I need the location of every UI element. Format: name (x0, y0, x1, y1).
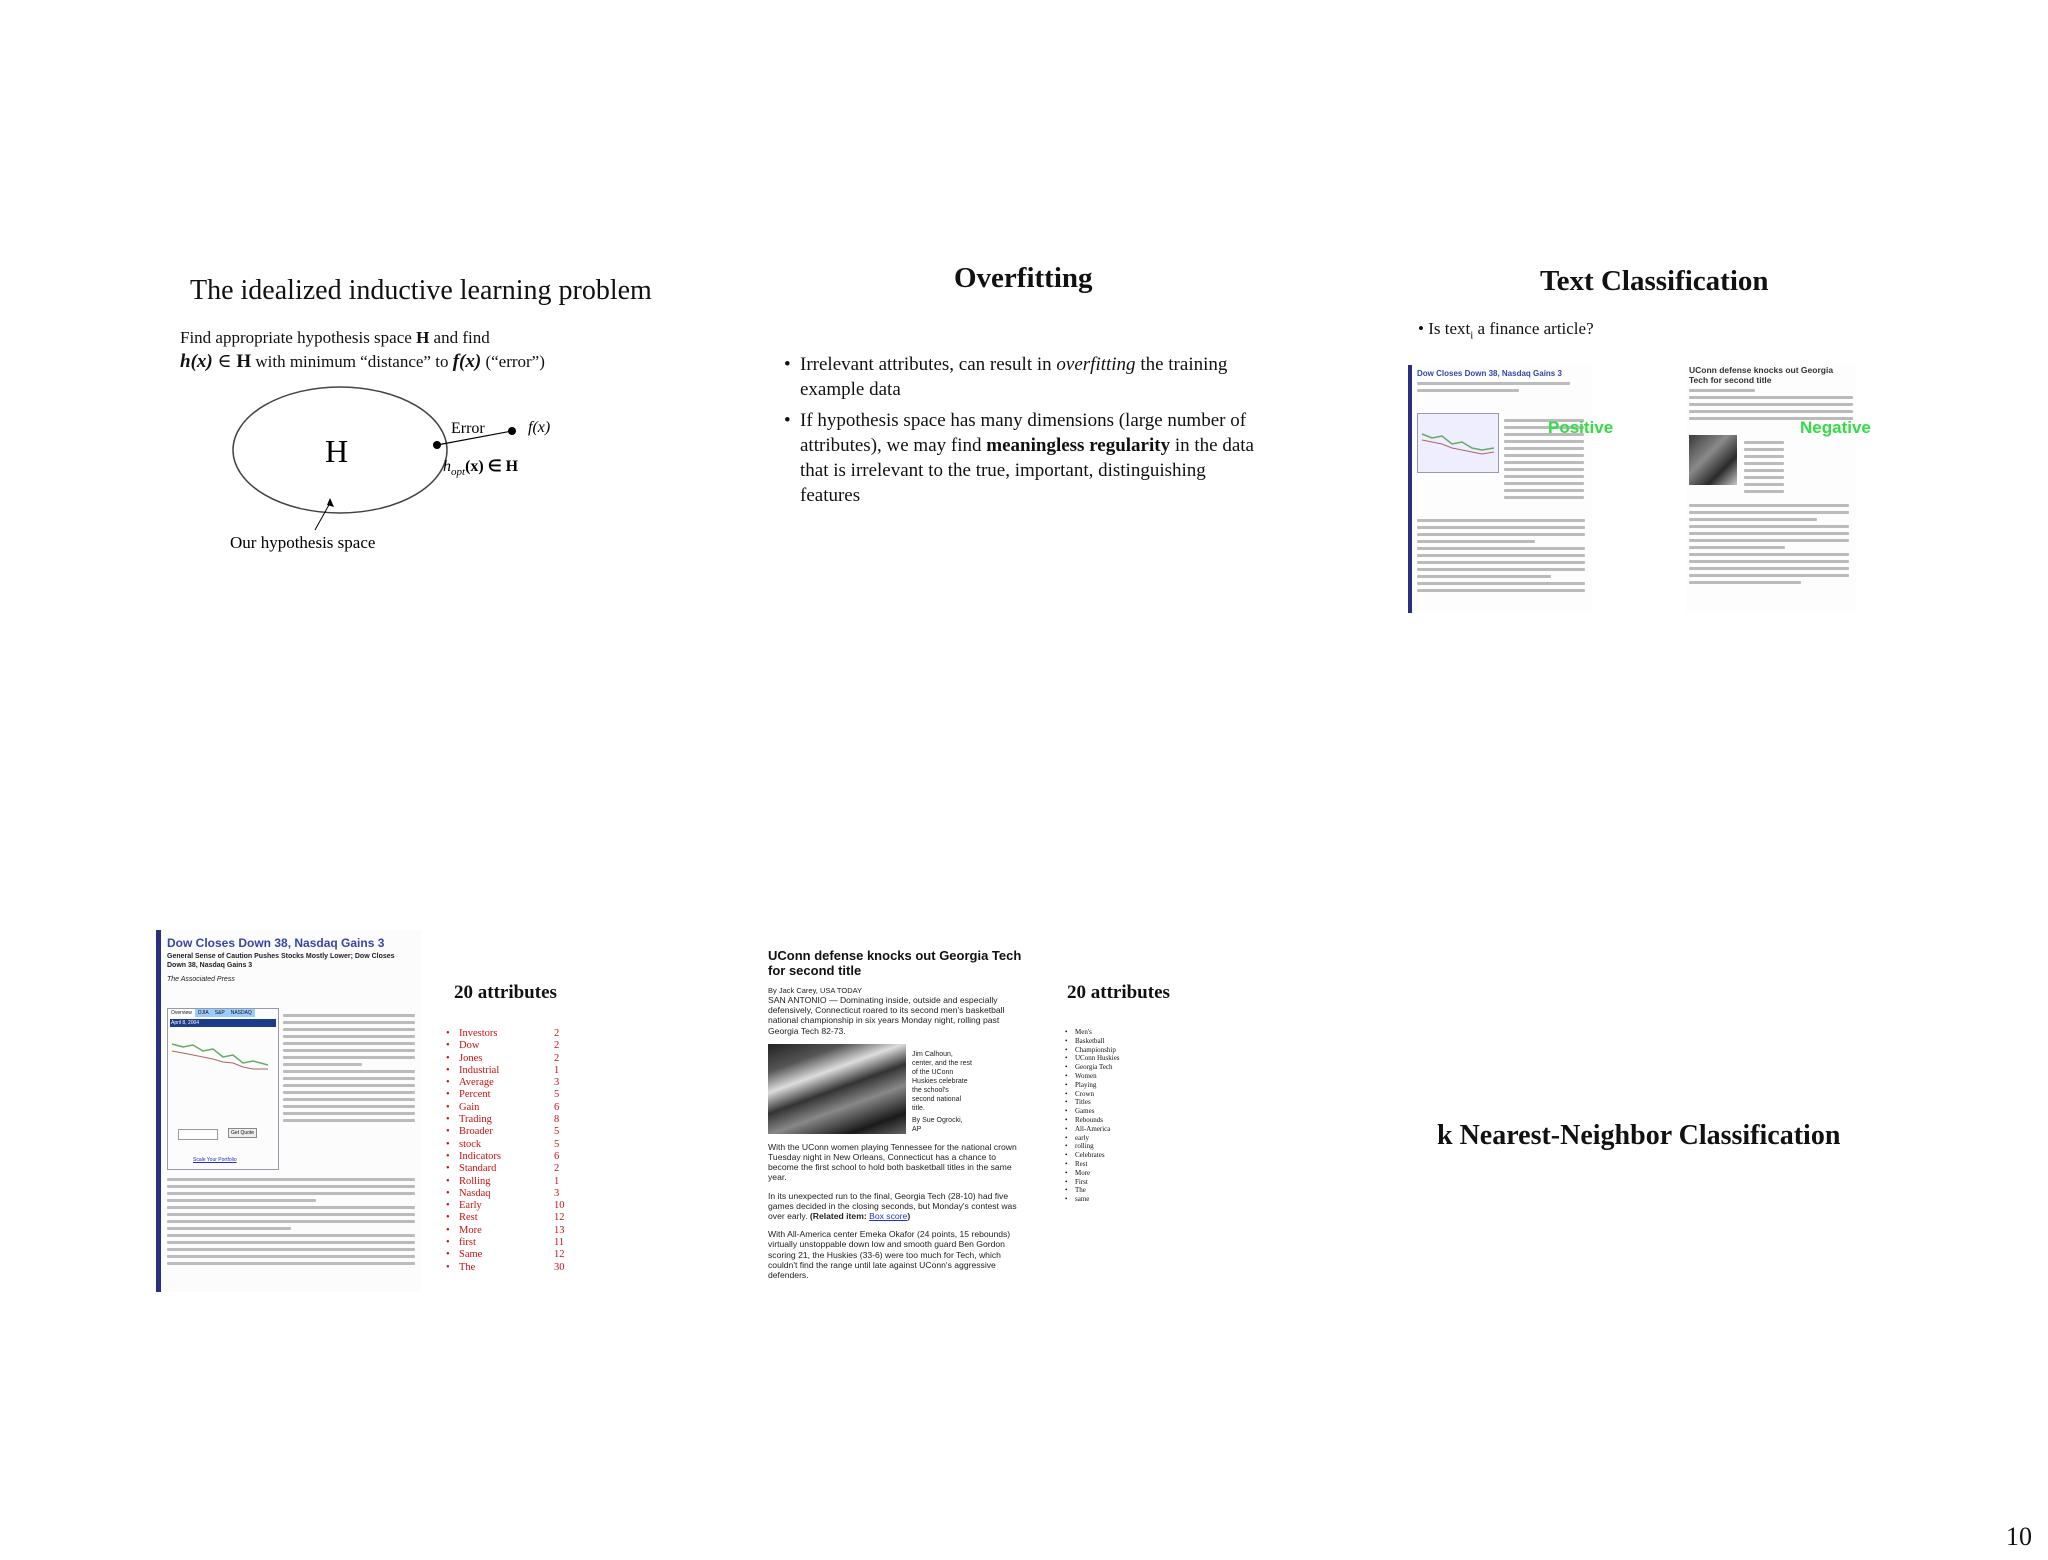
attribute-count: 5 (554, 1126, 560, 1138)
space-arrow-line (315, 503, 330, 530)
sports-attribute-item: • early (1065, 1133, 1089, 1142)
attribute-word: Basketball (1075, 1036, 1105, 1045)
sports-attribute-item: • rolling (1065, 1142, 1094, 1151)
attribute-word: The (459, 1261, 476, 1273)
sports-attribute-item: • First (1065, 1177, 1088, 1186)
f-close: ) (474, 351, 482, 372)
sports-attribute-item: • Basketball (1065, 1036, 1105, 1045)
finance-article (156, 930, 421, 1292)
finance-attribute-item: • Dow 2 (446, 1040, 560, 1052)
sports-para-4: With All-America center Emeka Okafor (24 points, 15 rebounds) virtually unstoppable down low and smooth guard Ben Gordon scoring 21, the Huskies (33-6) were too much for Tech, which couldn't find the range until late against UConn's aggressive defenders. (768, 1229, 1011, 1281)
negative-label: Negative (1800, 418, 1871, 437)
attribute-count: 3 (554, 1187, 560, 1199)
sports-attribute-item: • Rebounds (1065, 1115, 1103, 1124)
overfitting-bullet-1: • Irrelevant attributes, can result in overfitting the training example data (784, 354, 1228, 400)
attribute-word: Broader (459, 1126, 493, 1138)
sports-article (768, 948, 1023, 1280)
in-symbol: ∈ (212, 351, 237, 372)
finance-attribute-item: • Early 10 (446, 1200, 565, 1212)
attribute-word: early (1075, 1133, 1089, 1142)
get-quote-button[interactable]: Get Quote (228, 1128, 257, 1138)
attribute-count: 2 (554, 1052, 560, 1064)
attribute-word: Georgia Tech (1075, 1063, 1113, 1072)
line2-H: H (236, 351, 252, 372)
line2-end: (“error”) (481, 352, 545, 371)
attribute-word: Titles (1075, 1098, 1091, 1107)
sports-attribute-item: • More (1065, 1168, 1091, 1177)
finance-attribute-item: • Average 3 (446, 1077, 560, 1089)
h-x: x (196, 351, 207, 372)
finance-attribute-item: • Rest 12 (446, 1212, 565, 1224)
h-close: ) (206, 351, 213, 372)
attribute-word: Celebrates (1075, 1151, 1105, 1160)
finance-attribute-item: • More 13 (446, 1224, 565, 1236)
finance-mini-chart (168, 1029, 276, 1089)
finance-attribute-item: • Industrial 1 (446, 1064, 560, 1076)
hypothesis-space-label: Our hypothesis space (230, 533, 376, 552)
fx-label: f(x) (528, 419, 551, 436)
attribute-count: 6 (554, 1101, 560, 1113)
attribute-word: Rolling (459, 1175, 491, 1187)
sports-attribute-item: • UConn Huskies (1065, 1054, 1120, 1063)
finance-attribute-item: • The 30 (446, 1261, 565, 1273)
sports-attribute-item: • Celebrates (1065, 1151, 1105, 1160)
sports-attribute-item: • Titles (1065, 1098, 1091, 1107)
attribute-word: Standard (459, 1163, 497, 1175)
attribute-count: 11 (554, 1237, 565, 1249)
attribute-word: All-America (1075, 1124, 1111, 1133)
attribute-count: 12 (554, 1249, 565, 1261)
quote-input[interactable] (178, 1129, 218, 1140)
attribute-count: 1 (554, 1064, 560, 1076)
finance-quote-widget (167, 1008, 279, 1170)
attribute-word: Percent (459, 1089, 491, 1101)
positive-thumb-headline: Dow Closes Down 38, Nasdaq Gains 3 (1417, 369, 1562, 378)
line1-text-a: Find appropriate hypothesis space (180, 328, 417, 347)
attribute-word: Investors (459, 1028, 498, 1039)
attribute-word: Same (459, 1249, 483, 1261)
finance-attribute-item: • stock 5 (446, 1138, 560, 1150)
attribute-word: Rest (459, 1212, 478, 1224)
sports-attribute-item: • Men's (1065, 1028, 1092, 1036)
attribute-word: first (459, 1237, 476, 1249)
tab-overview[interactable]: Overview (168, 1009, 195, 1017)
negative-thumb-headline: UConn defense knocks out Georgia Tech for second title (1689, 365, 1834, 385)
attribute-word: Industrial (459, 1064, 500, 1076)
attribute-count: 2 (554, 1040, 560, 1052)
negative-article-thumbnail (1686, 365, 1856, 613)
positive-thumb-chart (1417, 413, 1499, 473)
hopt-label: $h_{opt}(x)$ ∈ H (443, 458, 519, 478)
portfolio-link[interactable]: Scale Your Portfolio (193, 1157, 237, 1163)
H-label: H (325, 433, 349, 469)
finance-attribute-item: • Broader 5 (446, 1126, 560, 1138)
sports-para-1: SAN ANTONIO — Dominating inside, outside and especially defensively, Connecticut roared to its second men's basketball national championship in six years Monday night, rolling past Georgia Tech 82-73. (768, 995, 1005, 1036)
sports-attribute-list (1065, 1028, 1155, 1204)
slide3-question: • Is text$_i$ a finance article? (1418, 319, 1594, 342)
line1-H: H (416, 328, 430, 347)
finance-attr-title: 20 attributes (454, 982, 557, 1003)
attribute-word: rolling (1075, 1142, 1094, 1151)
attribute-word: Early (459, 1200, 482, 1212)
attribute-count: 3 (554, 1077, 560, 1089)
hypothesis-space-diagram (230, 385, 610, 565)
slide6-title: k Nearest-Neighbor Classification (1437, 1120, 1841, 1151)
sports-para-3: In its unexpected run to the final, Georgia Tech (28-10) had five games decided in the closing seconds, but Monday's contest was over early. (Related item: Box score) (768, 1190, 1017, 1222)
line2-mid: with minimum “distance” to (251, 352, 453, 371)
positive-article-thumbnail (1408, 365, 1592, 613)
finance-attribute-list (446, 1028, 599, 1274)
attribute-count: 6 (554, 1150, 560, 1162)
sports-attr-title: 20 attributes (1067, 982, 1170, 1003)
attribute-count: 1 (554, 1175, 560, 1187)
tab-djia[interactable]: DJIA (195, 1009, 212, 1017)
attribute-word: Indicators (459, 1150, 501, 1162)
finance-attribute-item: • Nasdaq 3 (446, 1187, 560, 1199)
attribute-word: stock (459, 1138, 482, 1150)
attribute-word: Nasdaq (459, 1187, 491, 1199)
tab-nasdaq[interactable]: NASDAQ (228, 1009, 255, 1017)
slide1-title: The idealized inductive learning problem (190, 275, 652, 306)
attribute-word: same (1075, 1195, 1090, 1204)
finance-attribute-item: • Trading 8 (446, 1114, 560, 1126)
finance-attribute-item: • Percent 5 (446, 1089, 560, 1101)
slide3-title: Text Classification (1540, 265, 1769, 297)
sports-attribute-item: • The (1065, 1186, 1086, 1195)
finance-byline: The Associated Press (167, 976, 235, 983)
sports-attribute-item: • Championship (1065, 1045, 1116, 1054)
tab-sp[interactable]: S&P (212, 1009, 228, 1017)
sports-attribute-item: • All-America (1065, 1124, 1111, 1133)
attribute-word: The (1075, 1186, 1086, 1195)
sports-headline: UConn defense knocks out Georgia Tech for second title (768, 948, 1022, 978)
attribute-word: Rebounds (1075, 1115, 1103, 1124)
attribute-count: 8 (554, 1114, 560, 1126)
attribute-word: Women (1075, 1071, 1097, 1080)
attribute-word: First (1075, 1177, 1088, 1186)
attribute-word: Gain (459, 1101, 480, 1113)
sports-attribute-item: • Playing (1065, 1080, 1097, 1089)
attribute-word: Men's (1075, 1028, 1092, 1036)
finance-attribute-item: • Gain 6 (446, 1101, 560, 1113)
line1-text-b: and find (429, 328, 490, 347)
attribute-count: 2 (554, 1028, 560, 1039)
attribute-word: Championship (1075, 1045, 1116, 1054)
sports-byline: By Jack Carey, USA TODAY (768, 986, 863, 995)
attribute-word: UConn Huskies (1075, 1054, 1120, 1063)
finance-attribute-item: • Rolling 1 (446, 1175, 560, 1187)
attribute-word: Dow (459, 1040, 480, 1052)
finance-subhead: General Sense of Caution Pushes Stocks Mostly Lower; Dow Closes Down 38, Nasdaq Gains 3 (167, 953, 395, 969)
sports-attribute-item: • Rest (1065, 1159, 1088, 1168)
attribute-count: 13 (554, 1224, 565, 1236)
attribute-word: More (1075, 1168, 1091, 1177)
f-x: x (465, 351, 475, 372)
attribute-word: Playing (1075, 1080, 1097, 1089)
attribute-word: Trading (459, 1114, 492, 1126)
attribute-count: 12 (554, 1212, 565, 1224)
finance-attribute-item: • Investors 2 (446, 1028, 560, 1039)
attribute-word: Games (1075, 1107, 1095, 1116)
sports-attribute-item: • Crown (1065, 1089, 1095, 1098)
finance-chart-date: April 8, 2004 (170, 1019, 276, 1027)
positive-label: Positive (1548, 418, 1614, 437)
sports-photo (768, 1044, 906, 1134)
sports-attribute-item: • Women (1065, 1071, 1097, 1080)
finance-attribute-item: • Same 12 (446, 1249, 565, 1261)
attribute-count: 5 (554, 1089, 560, 1101)
attribute-word: More (459, 1224, 482, 1236)
attribute-word: Rest (1075, 1159, 1088, 1168)
slide2-title: Overfitting (954, 262, 1093, 294)
finance-attribute-item: • Jones 2 (446, 1052, 560, 1064)
finance-attribute-item: • Indicators 6 (446, 1150, 560, 1162)
sports-photo-caption: Jim Calhoun, center, and the rest of the UConn Huskies celebrate the school's second national title. (912, 1050, 972, 1112)
slide1-line1 (180, 328, 490, 348)
finance-attribute-item: • first 11 (446, 1237, 565, 1249)
sports-attribute-item: • Games (1065, 1107, 1095, 1116)
finance-attribute-item: • Standard 2 (446, 1163, 560, 1175)
sports-para-2: With the UConn women playing Tennessee for the national crown Tuesday night in New Orleans, Connecticut has a chance to become the first school to hold both basketball titles in the same year. (768, 1141, 1017, 1183)
finance-headline: Dow Closes Down 38, Nasdaq Gains 3 (167, 936, 385, 950)
attribute-count: 30 (554, 1261, 565, 1273)
page-number: 10 (2006, 1522, 2032, 1551)
attribute-count: 2 (554, 1163, 560, 1175)
attribute-word: Crown (1075, 1089, 1095, 1098)
f-func: f( (452, 351, 466, 372)
negative-thumb-photo (1689, 435, 1737, 485)
attribute-count: 10 (554, 1200, 565, 1212)
sports-photo-credit: By Sue Ogrocki, AP (912, 1116, 963, 1133)
error-label: Error (451, 420, 485, 437)
sports-attribute-item: • same (1065, 1195, 1090, 1204)
box-score-link[interactable]: Box score (869, 1211, 908, 1222)
attribute-word: Jones (459, 1052, 483, 1064)
h-func: h( (180, 351, 197, 372)
attribute-word: Average (459, 1077, 494, 1089)
slide1-line2 (180, 350, 545, 373)
overfitting-bullet-2: • If hypothesis space has many dimensions (large number of attributes), we may find meaningless regularity in the data that is irrelevant to the true, important, distinguishing features (784, 410, 1254, 506)
attribute-count: 5 (554, 1138, 560, 1150)
sports-attribute-item: • Georgia Tech (1065, 1063, 1113, 1072)
